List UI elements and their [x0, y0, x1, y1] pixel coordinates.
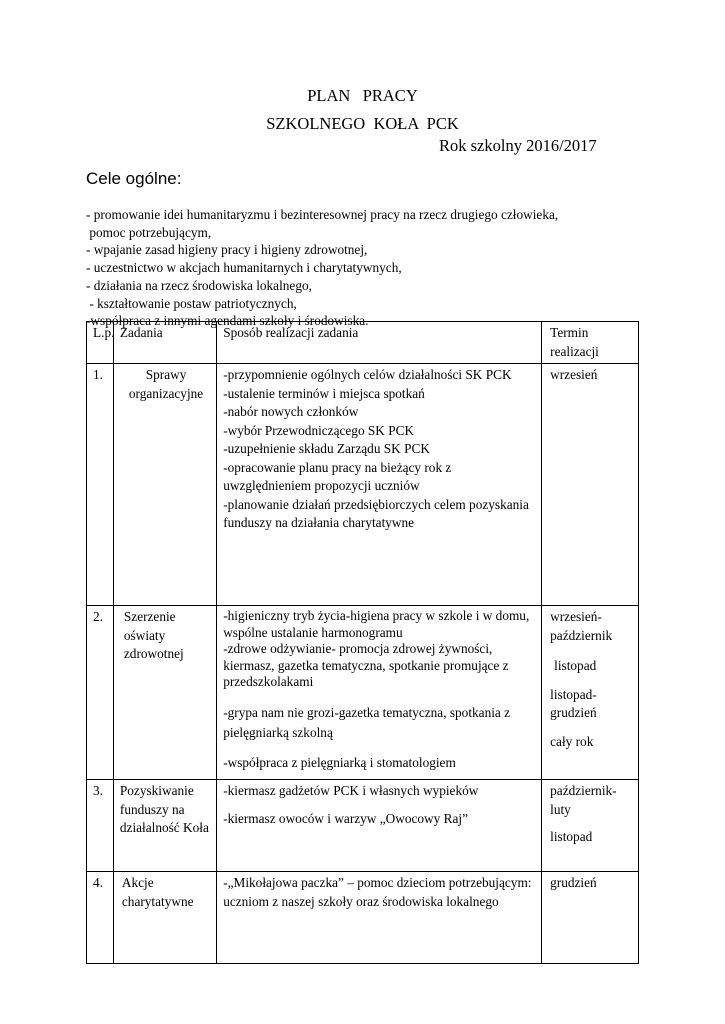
goal-item: -współpraca z innymi agendami szkoły i środowiska.: [86, 313, 369, 329]
goal-item: pomoc potrzebującym,: [86, 224, 212, 240]
goals-list: [86, 206, 646, 330]
goal-item: - uczestnictwo w akcjach humanitarnych i charytatywnych,: [86, 260, 402, 276]
row-lp: 4.: [87, 872, 114, 964]
method-item: -uzupełnienie składu Zarządu SK PCK: [223, 441, 430, 456]
row-lp: 1.: [87, 364, 114, 606]
row-methods: [217, 872, 542, 964]
goal-item: - kształtowanie postaw patriotycznych,: [86, 295, 297, 311]
term-item: październik-luty: [550, 783, 617, 817]
goal-item: - wpajanie zasad higieny pracy i higieny zdrowotnej,: [86, 242, 368, 258]
method-item: -wybór Przewodniczącego SK PCK: [223, 422, 415, 438]
table-row: [87, 606, 639, 780]
row-lp: 3.: [87, 780, 114, 872]
method-item: -grypa nam nie grozi-gazetka tematyczna, spotkania z pielęgniarką szkolną: [223, 704, 511, 740]
row-lp: 2.: [87, 606, 114, 780]
method-item: -higieniczny tryb życia-higiena pracy w szkole i w domu, wspólne ustalanie harmonogramu: [223, 608, 530, 640]
table-row: [87, 872, 639, 964]
table-row: [87, 780, 639, 872]
plan-table: [86, 321, 639, 964]
row-terms: [542, 780, 639, 872]
method-item: -współpraca z pielęgniarką i stomatologiem: [223, 754, 456, 770]
table-header-row: [87, 322, 639, 364]
row-task: Szerzenie oświaty zdrowotnej: [113, 606, 216, 780]
table-row: [87, 364, 639, 606]
row-task: Akcje charytatywne: [113, 872, 216, 964]
term-item: listopad: [550, 829, 593, 844]
goals-heading: Cele ogólne:: [86, 169, 182, 188]
method-item: -zdrowe odżywianie- promocja zdrowej żywności, kiermasz, gazetka tematyczna, spotkanie promujące z przedszkolakami: [223, 641, 509, 689]
method-item: -kiermasz owoców i warzyw „Owocowy Raj”: [223, 810, 468, 826]
goal-item: - promowanie idei humanitaryzmu i bezinteresownej pracy na rzecz drugiego człowieka,: [86, 207, 559, 222]
row-terms: [542, 606, 639, 780]
term-item: wrzesień: [550, 367, 598, 382]
term-item: listopad: [554, 658, 597, 673]
row-methods: [217, 364, 542, 606]
document-title-line1: PLAN PRACY: [307, 86, 418, 105]
row-terms: [542, 364, 639, 606]
header-lp: L.p.: [87, 322, 114, 364]
term-item: wrzesień-październik: [550, 609, 613, 643]
row-terms: [542, 872, 639, 964]
header-method: Sposób realizacji zadania: [217, 322, 542, 364]
method-item: -ustalenie terminów i miejsca spotkań: [223, 385, 425, 401]
row-task: Sprawy organizacyjne: [113, 364, 216, 606]
method-item: -kiermasz gadżetów PCK i własnych wypieków: [223, 783, 479, 798]
header-tasks: Zadania: [113, 322, 216, 364]
method-item: -nabór nowych członków: [223, 404, 359, 419]
row-methods: [217, 780, 542, 872]
method-item: -„Mikołajowa paczka” – pomoc dzieciom potrzebującym: uczniom z naszej szkoły oraz środowiska lokalnego: [223, 875, 532, 909]
school-year: Rok szkolny 2016/2017: [439, 136, 597, 155]
method-item: -przypomnienie ogólnych celów działalności SK PCK: [223, 367, 512, 382]
document-title-line2: SZKOLNEGO KOŁA PCK: [266, 114, 459, 133]
method-item: -planowanie działań przedsiębiorczych celem pozyskania funduszy na działania charytatywne: [223, 496, 529, 530]
term-item: grudzień: [550, 875, 597, 890]
row-task: Pozyskiwanie funduszy na działalność Koła: [113, 780, 216, 872]
goal-item: - działania na rzecz środowiska lokalnego,: [86, 277, 312, 293]
term-item: cały rok: [550, 733, 594, 749]
row-methods: [217, 606, 542, 780]
term-item: listopad-grudzień: [550, 686, 597, 720]
header-term: Termin realizacji: [542, 322, 639, 364]
method-item: -opracowanie planu pracy na bieżący rok z uwzględnieniem propozycji uczniów: [223, 459, 452, 493]
